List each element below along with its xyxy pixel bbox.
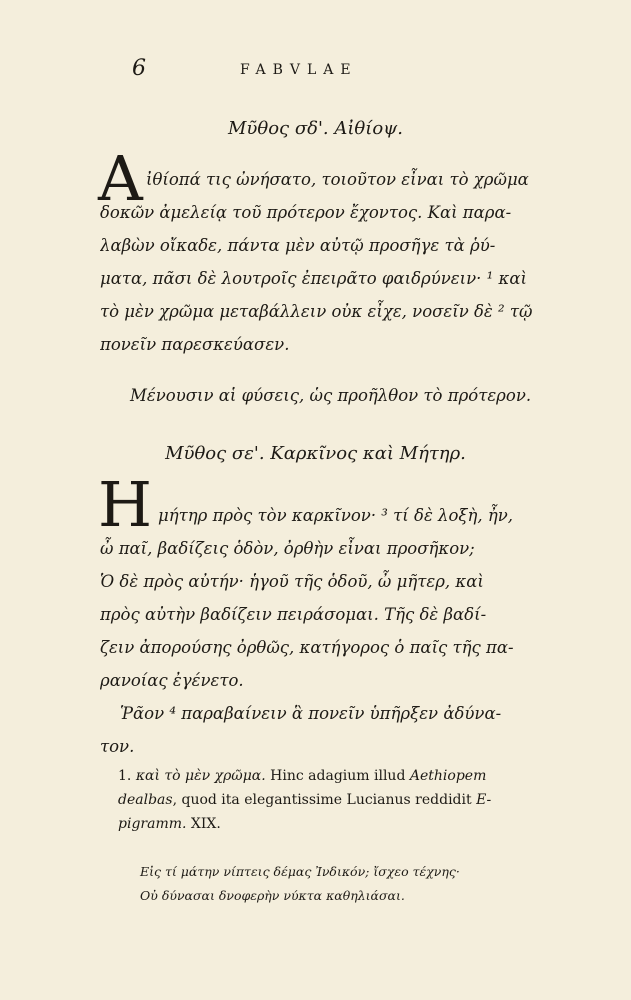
- text-line: τον.: [100, 737, 135, 756]
- footnote-greek: καὶ τὸ μὲν χρῶμα.: [135, 768, 266, 784]
- text-line: ζειν ἀπορούσης ὀρθῶς, κατήγορος ὁ παῖς τῆς πα-: [100, 638, 514, 657]
- footnote-italic: Aethiopem: [409, 768, 487, 784]
- text-line: ματα, πᾶσι δὲ λουτροῖς ἐπειρᾶτο φαιδρύνειν· ¹ καὶ: [100, 269, 527, 288]
- text-line: τὸ μὲν χρῶμα μεταβάλλειν οὐκ εἶχε, νοσεῖν δὲ ² τῷ: [100, 302, 533, 321]
- footnote-marker: 1.: [118, 768, 132, 784]
- footnote-verse: [140, 860, 610, 908]
- text-line: μήτηρ πρὸς τὸν καρκῖνον· ³ τί δὲ λοξὴ, ἦν,: [158, 506, 514, 525]
- verse-line: Οὐ δύνασαι δνοφερὴν νύκτα καθηλιάσαι.: [140, 888, 405, 903]
- fable-1-title: Μῦθος σδ'. Αἰθίοψ.: [228, 118, 403, 139]
- text-line: Ῥᾶον ⁴ παραβαίνειν ἃ πονεῖν ὑπῆρξεν ἀδύνα-: [120, 704, 502, 723]
- footnote-line: [118, 788, 598, 812]
- fable-2-drop-cap: Η: [98, 468, 153, 541]
- fable-1-body: [100, 163, 596, 361]
- footnote-text: XIX.: [190, 816, 221, 832]
- fable-1-drop-cap: Α: [98, 142, 143, 215]
- footnote-italic: dealbas: [118, 792, 173, 808]
- text-line: λαβὼν οἴκαδε, πάντα μὲν αὐτῷ προσῆγε τὰ ῥύ-: [100, 236, 496, 255]
- text-line: ὦ παῖ, βαδίζεις ὁδὸν, ὀρθὴν εἶναι προσῆκον;: [100, 539, 475, 558]
- footnote-line: [118, 764, 598, 788]
- page-number: 6: [132, 56, 146, 81]
- fable-1-moral: Μένουσιν αἱ φύσεις, ὡς προῆλθον τὸ πρότερον.: [130, 386, 532, 405]
- footnote-text: , quod ita elegantissime Lucianus reddidit: [172, 792, 472, 808]
- verse-line: Εἰς τί μάτην νίπτεις δέμας Ἰνδικόν; ἴσχεο τέχνης·: [140, 864, 460, 879]
- text-line: πρὸς αὐτὴν βαδίζειν πειράσομαι. Τῆς δὲ βαδί-: [100, 605, 487, 624]
- running-head: [100, 56, 540, 86]
- footnote-text: Hinc adagium illud: [270, 768, 406, 784]
- footnote-italic: pigramm.: [118, 816, 187, 832]
- text-line: δοκῶν ἀμελείᾳ τοῦ πρότερον ἔχοντος. Καὶ παρα-: [100, 203, 512, 222]
- fable-2-body: [100, 499, 596, 763]
- running-title: FABVLAE: [240, 62, 358, 78]
- text-line: ρανοίας ἐγένετο.: [100, 671, 244, 690]
- footnote-1: [118, 764, 598, 836]
- text-line: πονεῖν παρεσκεύασεν.: [100, 335, 290, 354]
- footnote-line: [118, 812, 598, 836]
- fable-2-title: Μῦθος σε'. Καρκῖνος καὶ Μήτηρ.: [165, 443, 466, 464]
- text-line: ἰθίοπά τις ὠνήσατο, τοιοῦτον εἶναι τὸ χρῶμα: [146, 170, 529, 189]
- text-line: Ὁ δὲ πρὸς αὐτήν· ἡγοῦ τῆς ὁδοῦ, ὦ μῆτερ, καὶ: [100, 572, 484, 591]
- footnote-italic: E-: [476, 792, 492, 808]
